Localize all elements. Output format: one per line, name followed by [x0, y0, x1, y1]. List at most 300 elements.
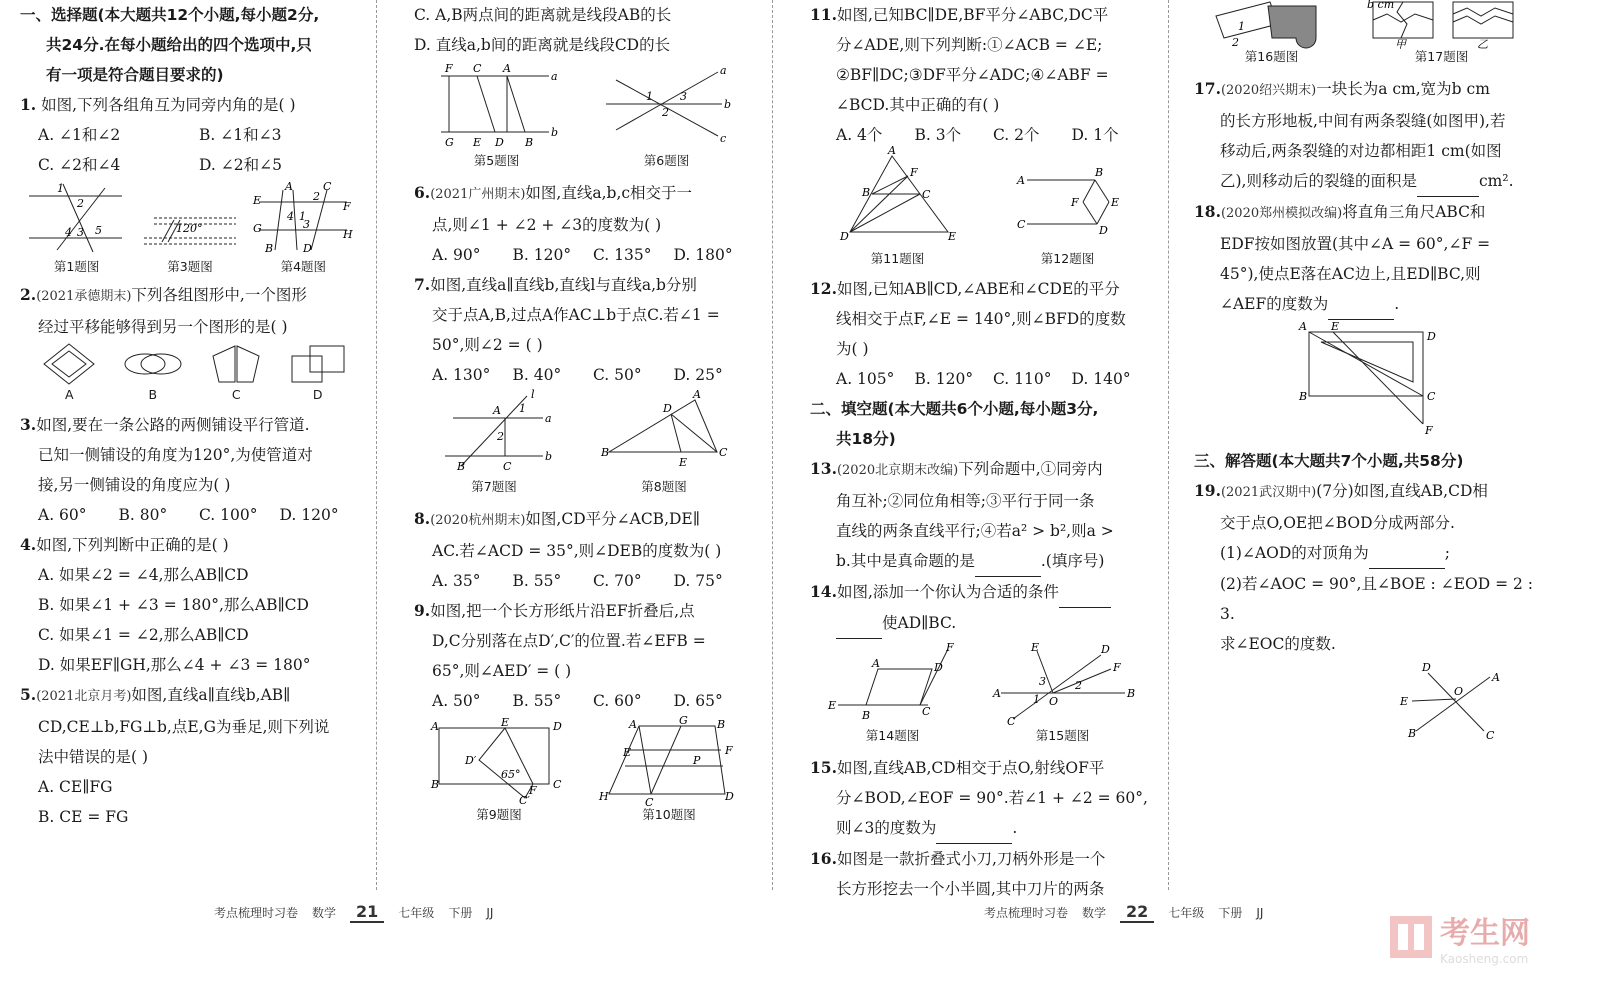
question-number: 11.	[810, 5, 837, 24]
option-a[interactable]: A. ∠1和∠2	[38, 126, 121, 144]
figure-caption: 第5题图	[473, 153, 520, 168]
answer-blank-continued[interactable]	[836, 608, 882, 639]
option-b[interactable]: B. 如果∠1 + ∠3 = 180°,那么AB∥CD	[38, 596, 309, 614]
footer-series: 考点梳理时习卷	[214, 906, 299, 920]
figure-17	[1367, 0, 1517, 66]
options	[810, 120, 1150, 150]
svg-text:G: G	[253, 222, 263, 235]
question-4	[20, 530, 360, 680]
svg-text:A: A	[992, 687, 1001, 700]
svg-text:D: D	[553, 720, 562, 733]
svg-text:C: C	[1486, 729, 1495, 742]
figure-5-diagram	[437, 60, 557, 152]
question-text-2: 已知一侧铺设的角度为120°,为使管道对	[38, 446, 313, 464]
question-text-2: CD,CE⊥b,FG⊥b,点E,G为垂足,则下列说	[38, 718, 330, 736]
options-figures	[20, 342, 360, 410]
option-a[interactable]: A. 4个	[836, 126, 883, 144]
svg-text:C: C	[1006, 715, 1015, 728]
question-5	[20, 680, 360, 832]
svg-text:F: F	[725, 744, 733, 757]
question-text-4: .	[1012, 819, 1018, 837]
question-text-3: 65°,则∠AED′ = ( )	[432, 662, 572, 680]
question-16	[810, 844, 1150, 904]
figure-8-diagram	[599, 390, 729, 478]
footer-volume: 下册	[1218, 906, 1243, 920]
option-b[interactable]: B. 55°	[512, 572, 562, 590]
question-part-1: (1)∠AOD的对顶角为	[1220, 544, 1369, 562]
svg-text:E: E	[1110, 196, 1119, 209]
figure-3-diagram	[140, 182, 240, 258]
svg-text:a: a	[550, 70, 558, 83]
option-d[interactable]	[288, 342, 348, 404]
figure-16	[1212, 0, 1332, 66]
svg-text:C: C	[921, 188, 930, 201]
svg-text:E: E	[679, 456, 688, 469]
figure-caption: 第12题图	[1040, 251, 1095, 266]
question-part-2: (2)若∠AOC = 90°,且∠BOE : ∠EOD = 2 : 3.	[1220, 575, 1533, 623]
svg-text:1: 1	[1032, 693, 1040, 706]
question-number: 1.	[20, 95, 37, 114]
question-3	[20, 410, 360, 530]
svg-text:1: 1	[645, 90, 653, 103]
figure-caption: 第10题图	[642, 807, 696, 822]
question-text: 如图,下列各组角互为同旁内角的是( )	[41, 96, 296, 114]
figure-4	[253, 182, 353, 276]
figure-15	[993, 643, 1133, 745]
svg-text:B: B	[717, 718, 726, 731]
svg-text:D: D	[1098, 224, 1108, 237]
figure-caption: 第8题图	[641, 479, 687, 494]
question-text: 如图,CD平分∠ACB,DE∥	[525, 510, 700, 528]
option-a[interactable]	[42, 342, 96, 404]
column-2	[414, 0, 754, 832]
options	[20, 120, 360, 180]
footer-subject: 数学	[1082, 906, 1107, 920]
options	[414, 360, 754, 390]
option-d[interactable]: D. 180°	[673, 246, 733, 264]
svg-text:C: C	[503, 460, 512, 473]
svg-text:F: F	[945, 641, 954, 654]
figure-10-diagram	[599, 714, 739, 809]
question-text-2: 的长方形地板,中间有两条裂缝(如图甲),若	[1220, 112, 1506, 130]
svg-text:G: G	[444, 136, 454, 149]
svg-text:4: 4	[64, 226, 72, 239]
figure-caption: 第7题图	[471, 479, 517, 494]
option-c[interactable]: C. 110°	[993, 370, 1052, 388]
footer-volume: 下册	[448, 906, 473, 920]
figure-12	[1013, 150, 1123, 268]
page-number: 21	[350, 902, 384, 923]
figure-caption: 第15题图	[1035, 728, 1090, 743]
svg-text:C: C	[1016, 218, 1025, 231]
svg-text:E: E	[253, 194, 262, 207]
footer-series: 考点梳理时习卷	[984, 906, 1069, 920]
svg-text:3: 3	[303, 218, 311, 231]
figure-14	[828, 643, 958, 745]
option-a[interactable]: A. CE∥FG	[38, 778, 113, 796]
svg-text:5: 5	[94, 224, 102, 237]
svg-text:A: A	[1492, 671, 1500, 684]
watermark	[1388, 908, 1530, 966]
option-a[interactable]: A. 60°	[38, 506, 87, 524]
option-label: A	[64, 387, 74, 402]
svg-text:E: E	[501, 716, 510, 729]
option-a[interactable]: A. 如果∠2 = ∠4,那么AB∥CD	[38, 566, 249, 584]
svg-text:O: O	[1454, 685, 1464, 698]
option-b[interactable]: B. 120°	[512, 246, 572, 264]
option-c[interactable]: C. 100°	[199, 506, 258, 524]
options	[810, 364, 1150, 394]
option-d[interactable]: D. ∠2和∠5	[199, 156, 282, 174]
svg-text:D: D	[933, 661, 943, 674]
svg-text:C: C	[1427, 390, 1436, 403]
answer-blank[interactable]	[936, 813, 1012, 844]
option-c[interactable]: C. 60°	[593, 692, 642, 710]
svg-text:1: 1	[56, 182, 64, 195]
figure-8	[599, 390, 729, 496]
footer-edition: JJ	[1256, 905, 1264, 920]
question-11	[810, 0, 1150, 150]
question-text-2: 交于点A,B,过点A作AC⊥b于点C.若∠1 =	[432, 306, 720, 324]
question-number: 8.	[414, 509, 431, 528]
svg-text:D: D	[1422, 661, 1431, 674]
question-number: 12.	[810, 279, 837, 298]
svg-text:A: A	[1299, 320, 1307, 333]
option-c-shape	[209, 342, 263, 386]
figure-18-row	[1194, 320, 1534, 446]
question-text-2: 线相交于点F,∠E = 140°,则∠BFD的度数	[836, 310, 1126, 328]
figures-1-3-4	[20, 182, 360, 280]
svg-text:2: 2	[497, 430, 504, 443]
figure-7-diagram	[439, 388, 553, 478]
figure-caption: 第11题图	[870, 251, 925, 266]
section-2-line-1: 二、填空题(本大题共6个小题,每小题3分,	[810, 400, 1099, 418]
option-a[interactable]: A. 130°	[432, 366, 491, 384]
column-divider	[1168, 0, 1169, 890]
svg-text:C′: C′	[519, 794, 530, 807]
page-number: 22	[1120, 902, 1154, 923]
option-c[interactable]	[209, 342, 263, 404]
option-b[interactable]: B. CE = FG	[38, 808, 129, 826]
option-c[interactable]: C. 50°	[593, 366, 642, 384]
answer-blank[interactable]	[1328, 289, 1394, 320]
svg-text:C: C	[472, 62, 481, 75]
figure-7	[439, 388, 553, 496]
svg-text:B: B	[1299, 390, 1308, 403]
question-number: 7.	[414, 275, 431, 294]
option-d[interactable]: D. 65°	[673, 692, 723, 710]
figure-17-diagram	[1366, 0, 1517, 51]
svg-text:b: b	[545, 450, 553, 463]
svg-text:F: F	[444, 62, 453, 75]
answer-blank[interactable]	[1369, 538, 1445, 569]
question-1	[20, 90, 360, 180]
svg-text:a: a	[545, 412, 552, 425]
figure-3	[140, 182, 240, 276]
question-7	[414, 270, 754, 390]
figures-9-10	[414, 714, 754, 832]
svg-text:H: H	[343, 228, 353, 241]
footer-right	[984, 902, 1263, 923]
svg-text:D: D	[1427, 330, 1436, 343]
answer-blank[interactable]	[1417, 166, 1479, 197]
figure-caption: 第9题图	[476, 807, 522, 822]
svg-text:a: a	[719, 64, 727, 77]
svg-text:2: 2	[1074, 679, 1082, 692]
question-18	[1194, 197, 1534, 320]
question-text-3: 移动后,两条裂缝的对边都相距1 cm(如图	[1220, 142, 1502, 160]
question-19	[1194, 476, 1534, 659]
question-source: (2020杭州期末)	[430, 513, 526, 528]
option-d-shape	[288, 342, 348, 386]
option-c[interactable]: C. 2个	[993, 126, 1040, 144]
footer-grade: 七年级	[398, 906, 435, 920]
option-b[interactable]: B. 3个	[914, 126, 962, 144]
svg-text:H: H	[599, 790, 609, 803]
svg-text:C: C	[553, 778, 562, 791]
figure-6-diagram	[602, 60, 732, 152]
svg-text:E: E	[1030, 641, 1039, 654]
figure-caption: 第3题图	[167, 259, 213, 274]
footer-left	[214, 902, 493, 923]
figure-caption: 第4题图	[280, 259, 327, 274]
question-text-2: 经过平移能够得到另一个图形的是( )	[38, 318, 288, 336]
figure-17-width-label: b cm	[1366, 0, 1394, 11]
question-source: (2020北京期末改编)	[836, 463, 959, 478]
svg-text:A: A	[431, 720, 439, 733]
section-3-title: 三、解答题(本大题共7个小题,共58分)	[1194, 452, 1464, 470]
option-b[interactable]	[121, 342, 185, 404]
svg-text:A: A	[493, 404, 501, 417]
svg-text:c: c	[719, 132, 726, 145]
figure-15-diagram	[993, 643, 1133, 727]
question-number: 15.	[810, 758, 837, 777]
svg-text:G: G	[679, 714, 688, 727]
svg-text:E: E	[1400, 695, 1409, 708]
option-b[interactable]: B. ∠1和∠3	[199, 126, 282, 144]
question-text-3: ②BF∥DC;③DF平分∠ADC;④∠ABF =	[836, 66, 1109, 84]
figure-11-diagram	[838, 144, 958, 250]
svg-text:3: 3	[76, 226, 84, 239]
question-text-5: .	[1394, 295, 1400, 313]
question-source: (2020绍兴期末)	[1220, 83, 1317, 98]
options	[20, 500, 360, 530]
option-d[interactable]: D. 1个	[1071, 126, 1119, 144]
svg-text:D: D	[1100, 643, 1110, 656]
footer-grade: 七年级	[1168, 906, 1205, 920]
question-source: (2021北京月考)	[36, 689, 132, 704]
figure-caption: 第6题图	[643, 153, 690, 168]
question-text-3: 直线的两条直线平行;④若a² > b²,则a >	[836, 522, 1114, 540]
question-17	[1194, 74, 1534, 197]
question-text-4: 乙),则移动后的裂缝的面积是	[1220, 172, 1417, 190]
figure-4-diagram	[253, 182, 353, 258]
question-source: (2021广州期末)	[430, 187, 526, 202]
option-a[interactable]: A. 35°	[432, 572, 481, 590]
figure-caption: 第16题图	[1244, 49, 1299, 64]
question-text: 如图,已知BC∥DE,BF平分∠ABC,DC平	[836, 6, 1109, 24]
question-number: 3.	[20, 415, 37, 434]
figure-17-label-yi: 乙	[1476, 38, 1488, 51]
figures-11-12	[810, 144, 1150, 274]
footer-subject: 数学	[312, 906, 337, 920]
svg-text:B: B	[1408, 727, 1417, 740]
options	[414, 566, 754, 596]
option-a[interactable]: A. 50°	[432, 692, 481, 710]
question-number: 4.	[20, 535, 37, 554]
svg-text:1: 1	[519, 402, 526, 415]
svg-text:C: C	[645, 796, 654, 809]
svg-text:D: D	[725, 790, 734, 803]
svg-text:A: A	[1016, 174, 1025, 187]
svg-text:E: E	[623, 746, 632, 759]
figure-9	[429, 716, 569, 824]
question-text-3: 为( )	[836, 340, 869, 358]
figure-12-diagram	[1013, 150, 1123, 250]
option-d[interactable]: D. 75°	[673, 572, 723, 590]
section-1-line-3: 有一项是符合题目要求的)	[46, 66, 224, 84]
svg-text:b: b	[723, 98, 731, 111]
option-d[interactable]: D. 25°	[673, 366, 723, 384]
svg-text:B: B	[265, 242, 274, 255]
svg-text:2: 2	[76, 197, 84, 210]
question-text-4: ∠AEF的度数为	[1220, 295, 1329, 313]
svg-text:D: D	[494, 136, 504, 149]
figure-caption: 第17题图	[1414, 49, 1469, 64]
option-a-shape	[42, 342, 96, 386]
question-14	[810, 577, 1150, 639]
figure-17-label-jia: 甲	[1394, 38, 1406, 51]
option-a[interactable]: A. 90°	[432, 246, 481, 264]
question-source: (2021武汉期中)	[1220, 485, 1317, 500]
section-1-line-1: 一、选择题(本大题共12个小题,每小题2分,	[20, 6, 320, 24]
svg-text:A: A	[502, 62, 511, 75]
question-source: (2020郑州模拟改编)	[1220, 206, 1343, 221]
question-text-3: 接,另一侧铺设的角度应为( )	[38, 476, 231, 494]
options	[414, 686, 754, 716]
question-15	[810, 753, 1150, 844]
figure-9-angle-label: 65°	[501, 768, 521, 781]
svg-text:C: C	[323, 180, 332, 193]
question-text-2: 长方形挖去一个小半圆,其中刀片的两条	[836, 880, 1105, 898]
question-text: 下列命题中,①同旁内	[958, 460, 1103, 478]
question-text-2: D,C分别落在点D′,C′的位置.若∠EFB =	[432, 632, 706, 650]
figures-7-8	[414, 390, 754, 504]
svg-text:1: 1	[299, 210, 307, 223]
option-b[interactable]: B. 40°	[512, 366, 562, 384]
question-number: 2.	[20, 285, 37, 304]
option-b[interactable]: B. 80°	[118, 506, 168, 524]
svg-text:D: D	[303, 242, 313, 255]
option-label: C	[231, 387, 241, 402]
question-text: 如图,把一个长方形纸片沿EF折叠后,点	[430, 602, 695, 620]
svg-text:F: F	[1112, 661, 1121, 674]
figure-3-angle-label: 120°	[175, 222, 203, 235]
question-part-3: 求∠EOC的度数.	[1220, 635, 1336, 653]
svg-text:A: A	[629, 718, 637, 731]
figure-5	[437, 60, 557, 170]
figure-6	[602, 60, 732, 170]
option-d[interactable]: D. 如果EF∥GH,那么∠4 + ∠3 = 180°	[38, 656, 311, 674]
footer-edition: JJ	[486, 905, 494, 920]
column-3	[810, 0, 1150, 904]
question-text: 如图是一款折叠式小刀,刀柄外形是一个	[836, 850, 1106, 868]
question-5-option-d[interactable]: D. 直线a,b间的距离就是线段CD的长	[414, 36, 671, 54]
svg-text:A: A	[285, 180, 294, 193]
option-b[interactable]: B. 55°	[512, 692, 562, 710]
svg-text:4: 4	[287, 210, 295, 223]
figure-caption: 第14题图	[865, 728, 920, 743]
question-9	[414, 596, 754, 716]
section-1-line-2: 共24分.在每小题给出的四个选项中,只	[46, 36, 312, 54]
question-8	[414, 504, 754, 596]
question-text-2: 分∠ADE,则下列判断:①∠ACB = ∠E;	[836, 36, 1103, 54]
figures-5-6	[414, 60, 754, 178]
question-6	[414, 178, 754, 270]
svg-text:O: O	[1048, 695, 1058, 708]
svg-text:A: A	[693, 388, 701, 401]
question-text-3: 则∠3的度数为	[836, 819, 937, 837]
question-text-5: cm².	[1478, 172, 1514, 190]
option-c[interactable]: C. ∠2和∠4	[38, 156, 121, 174]
question-text-3: 法中错误的是( )	[38, 748, 149, 766]
svg-text:B: B	[1126, 687, 1135, 700]
question-number: 16.	[810, 849, 837, 868]
section-2-line-2: 共18分)	[836, 430, 896, 448]
question-text: 一块长为a cm,宽为b cm	[1316, 80, 1490, 98]
question-text: (7分)如图,直线AB,CD相	[1316, 482, 1488, 500]
option-a[interactable]: A. 105°	[836, 370, 895, 388]
question-text: 将直角三角尺ABC和	[1342, 203, 1486, 221]
svg-text:2: 2	[661, 106, 669, 119]
svg-text:D: D	[663, 402, 672, 415]
question-text-2: 角互补;②同位角相等;③平行于同一条	[836, 492, 1095, 510]
question-number: 14.	[810, 582, 837, 601]
option-c[interactable]: C. 135°	[593, 246, 652, 264]
question-text-2: EDF按如图放置(其中∠A = 60°,∠F =	[1220, 235, 1491, 253]
question-text-4: ∠BCD.其中正确的有( )	[836, 96, 1000, 114]
figure-1-diagram	[27, 182, 127, 258]
option-c[interactable]: C. 70°	[593, 572, 642, 590]
question-text: 如图,直线a∥直线b,AB∥	[131, 686, 291, 704]
option-d[interactable]: D. 120°	[279, 506, 339, 524]
answer-blank[interactable]	[975, 546, 1041, 577]
svg-text:1: 1	[1237, 20, 1245, 33]
svg-text:F: F	[1425, 424, 1433, 437]
figures-14-15	[810, 643, 1150, 753]
svg-text:B: B	[457, 460, 466, 473]
watermark-text: 考生网	[1440, 916, 1530, 951]
figure-19-diagram	[1394, 659, 1504, 745]
section-1-title	[20, 0, 360, 90]
question-5-option-c[interactable]: C. A,B两点间的距离就是线段AB的长	[414, 6, 672, 24]
option-d[interactable]: D. 140°	[1071, 370, 1131, 388]
svg-text:E: E	[947, 230, 956, 243]
option-label: D	[312, 387, 323, 402]
question-number: 13.	[810, 459, 837, 478]
answer-blank[interactable]	[1059, 577, 1111, 608]
svg-text:C: C	[921, 705, 930, 718]
option-b[interactable]: B. 120°	[914, 370, 974, 388]
option-b-shape	[121, 342, 185, 386]
option-c[interactable]: C. 如果∠1 = ∠2,那么AB∥CD	[38, 626, 249, 644]
svg-text:b: b	[550, 126, 558, 139]
svg-text:E: E	[1331, 320, 1340, 333]
svg-text:B: B	[861, 709, 870, 722]
svg-text:A: A	[887, 144, 896, 157]
figure-1	[27, 182, 127, 276]
figure-caption: 第1题图	[53, 259, 100, 274]
